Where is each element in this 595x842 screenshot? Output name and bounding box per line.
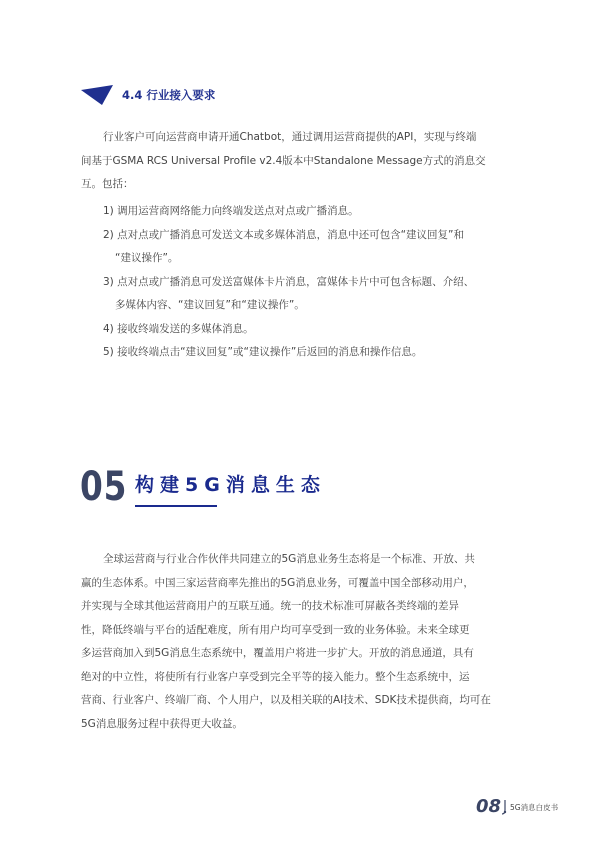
section-title: 4.4 行业接入要求 [122, 88, 216, 102]
body-line: 5G消息服务过程中获得更大收益。 [81, 717, 243, 730]
section-heading [80, 84, 380, 106]
list-item: 5) 接收终端点击“建议回复”或“建议操作”后返回的消息和操作信息。 [103, 346, 423, 358]
chapter-heading [80, 462, 380, 522]
body-line: 多运营商加入到5G消息生态系统中，覆盖用户将进一步扩大。开放的消息通道，具有 [81, 647, 474, 659]
list-item: 4) 接收终端发送的多媒体消息。 [103, 322, 254, 335]
requirement-list [103, 200, 523, 365]
chapter-underline [135, 505, 217, 507]
list-item-continuation: “建议操作”。 [115, 252, 179, 264]
page-number: 08 [476, 796, 502, 817]
list-item: 1) 调用运营商网络能力向终端发送点对点或广播消息。 [103, 205, 359, 217]
intro-line: 间基于GSMA RCS Universal Profile v2.4版本中Standalone Message方式的消息交 [81, 154, 486, 167]
body-paragraph [81, 548, 521, 736]
intro-line: 行业客户可向运营商申请开通Chatbot，通过调用运营商提供的API，实现与终端 [103, 131, 477, 143]
body-line: 绝对的中立性，将使所有行业客户享受到完全平等的接入能力。整个生态系统中，运 [81, 670, 470, 683]
page-footer [476, 795, 586, 819]
body-line: 并实现与全球其他运营商用户的互联互通。统一的技术标准可屏蔽各类终端的差异 [81, 600, 459, 612]
list-item: 2) 点对点或广播消息可发送文本或多媒体消息，消息中还可包含“建议回复”和 [103, 228, 464, 241]
body-line: 性，降低终端与平台的适配难度，所有用户均可享受到一致的业务体验。未来全球更 [81, 623, 470, 636]
list-item-continuation: 多媒体内容、“建议回复”和“建议操作”。 [115, 299, 305, 311]
body-line: 营商、行业客户、终端厂商、个人用户，以及相关联的AI技术、SDK技术提供商，均可在 [81, 694, 491, 706]
intro-line: 互。包括： [81, 178, 134, 190]
chapter-number: 05 [80, 464, 128, 510]
page-divider-icon [500, 799, 510, 815]
body-line: 赢的生态体系。中国三家运营商率先推出的5G消息业务，可覆盖中国全部移动用户， [81, 576, 474, 589]
triangle-bullet-icon [80, 84, 114, 106]
list-item: 3) 点对点或广播消息可发送富媒体卡片消息，富媒体卡片中可包含标题、介绍、 [103, 275, 475, 288]
body-line: 全球运营商与行业合作伙伴共同建立的5G消息业务生态将是一个标准、开放、共 [103, 553, 475, 565]
intro-paragraph [81, 126, 521, 197]
doc-title: 5G消息白皮书 [510, 803, 559, 812]
chapter-title: 构建5G消息生态 [135, 474, 326, 496]
